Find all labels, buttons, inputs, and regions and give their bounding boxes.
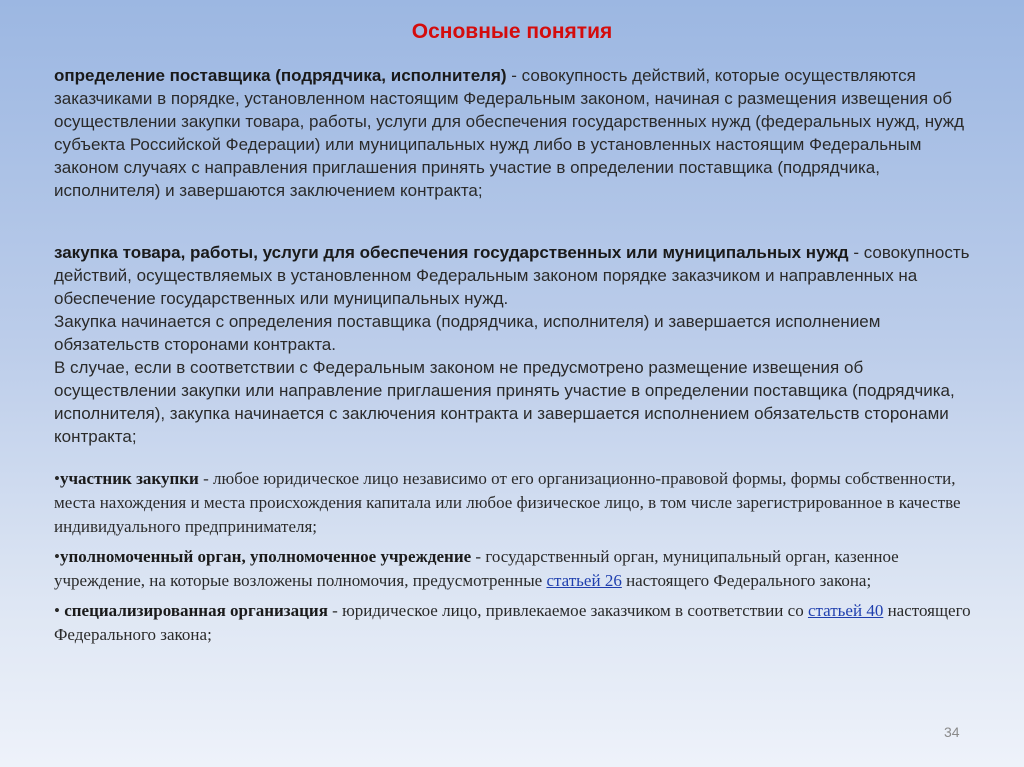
bullet-text-after: настоящего Федерального закона; xyxy=(621,571,872,590)
bullet-text: - юридическое лицо, привлекаемое заказчиком в соответствии со xyxy=(327,601,808,620)
bullet-term: участник закупки xyxy=(59,469,199,488)
bullet-text: - любое юридическое лицо независимо от его организационно-правовой формы, формы собственности, места нахождения и места происхождения капитала или любое физическое лицо, в том числе зарегистрированное в качестве индивидуального предпринимателя; xyxy=(54,469,961,536)
definition-term: закупка товара, работы, услуги для обеспечения государственных или муниципальных нужд xyxy=(54,243,849,262)
bullet-text: - государственный орган, муниципальный орган, казенное учреждение, на которые возложены полномочия, предусмотренные xyxy=(54,547,899,590)
article-40-link[interactable]: статьей 40 xyxy=(807,601,884,620)
definition-paragraph xyxy=(54,64,979,202)
slide-title: Основные понятия xyxy=(411,20,613,43)
definition-text: - совокупность действий, которые осуществляются заказчиками в порядке, установленном настоящим Федеральным законом, начиная с размещения извещения об осуществлении закупки товара, работы, услуги для обеспечения государственных нужд (федеральных нужд, нужд субъекта Российской Федерации) или муниципальных нужд либо в установленных настоящим Федеральным законом случаях с направления приглашения принять участие в определении поставщика (подрядчика, исполнителя) и завершаются заключением контракта; xyxy=(54,66,965,200)
bullet-item-authorized-body xyxy=(54,545,979,593)
bullet-item-participant xyxy=(54,467,979,539)
bullet-icon: • xyxy=(54,547,60,566)
definition-supplier-determination xyxy=(54,64,979,202)
definition-paragraph xyxy=(54,241,979,310)
bullet-term: специализированная организация xyxy=(64,601,328,620)
bullet-term: уполномоченный орган, уполномоченное учреждение xyxy=(59,547,472,566)
bullet-icon: • xyxy=(54,601,65,620)
bullet-text-after: настоящего Федерального закона; xyxy=(54,601,971,644)
definition-text: - совокупность действий, осуществляемых в установленном Федеральным законом порядке заказчиком и направленных на обеспечение государственных или муниципальных нужд. xyxy=(54,243,970,308)
page-number: 34 xyxy=(944,724,960,740)
definition-paragraph-2: Закупка начинается с определения поставщика (подрядчика, исполнителя) и завершается исполнением обязательств сторонами контракта. xyxy=(54,312,881,354)
bullet-item-specialized-org xyxy=(54,599,979,647)
definition-paragraph-3: В случае, если в соответствии с Федеральным законом не предусмотрено размещение извещения об осуществлении закупки или направление приглашения принять участие в определении поставщика (подрядчика, исполнителя), закупка начинается с заключения контракта и завершается исполнением обязательств сторонами контракта; xyxy=(54,358,955,446)
bullet-icon: • xyxy=(54,469,60,488)
definition-term: определение поставщика (подрядчика, исполнителя) xyxy=(54,66,507,85)
article-26-link[interactable]: статьей 26 xyxy=(546,571,622,590)
definition-procurement xyxy=(54,241,979,448)
bullet-list xyxy=(54,467,979,653)
